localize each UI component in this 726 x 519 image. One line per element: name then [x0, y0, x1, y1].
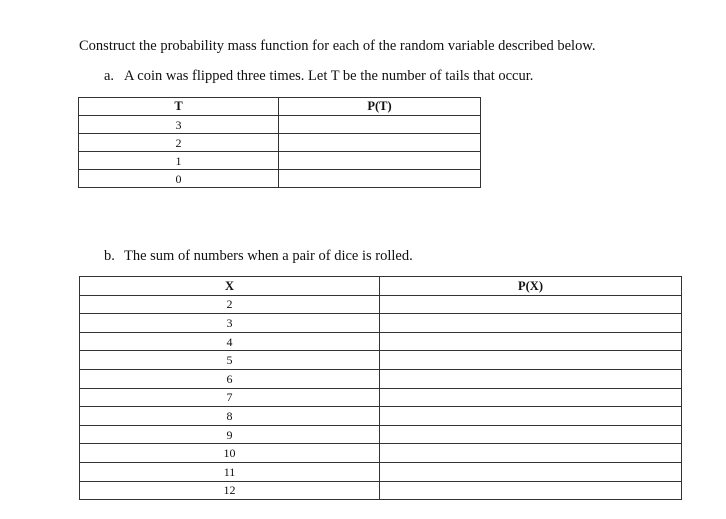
probability-cell[interactable]: [380, 444, 682, 463]
column-header-px: P(X): [380, 277, 682, 296]
table-row: [80, 425, 682, 444]
table-row: [79, 134, 481, 152]
probability-cell[interactable]: [279, 152, 481, 170]
instruction-text: Construct the probability mass function for each of the random variable described below.: [79, 38, 596, 54]
value-cell: 9: [80, 425, 380, 444]
probability-cell[interactable]: [380, 462, 682, 481]
probability-cell[interactable]: [380, 351, 682, 370]
probability-cell[interactable]: [380, 407, 682, 426]
table-row: [80, 295, 682, 314]
question-a: [104, 68, 533, 85]
value-cell: 5: [80, 351, 380, 370]
value-cell: 2: [80, 295, 380, 314]
table-row: [79, 152, 481, 170]
probability-cell[interactable]: [380, 314, 682, 333]
pmf-table-t: [78, 97, 481, 188]
value-cell: 12: [80, 481, 380, 500]
probability-cell[interactable]: [380, 481, 682, 500]
table-row: [80, 481, 682, 500]
column-header-x: X: [80, 277, 380, 296]
table-row: [80, 314, 682, 333]
table-row: [80, 351, 682, 370]
table-row: [80, 407, 682, 426]
table-row: [79, 170, 481, 188]
table-header-row: [80, 277, 682, 296]
question-b-text: The sum of numbers when a pair of dice is rolled.: [124, 248, 413, 264]
probability-cell[interactable]: [279, 170, 481, 188]
probability-cell[interactable]: [380, 388, 682, 407]
probability-cell[interactable]: [279, 134, 481, 152]
value-cell: 3: [79, 116, 279, 134]
value-cell: 11: [80, 462, 380, 481]
probability-cell[interactable]: [380, 295, 682, 314]
value-cell: 6: [80, 369, 380, 388]
table-row: [80, 369, 682, 388]
value-cell: 3: [80, 314, 380, 333]
question-b: [104, 248, 413, 265]
probability-cell[interactable]: [380, 369, 682, 388]
probability-cell[interactable]: [380, 425, 682, 444]
value-cell: 0: [79, 170, 279, 188]
value-cell: 8: [80, 407, 380, 426]
probability-cell[interactable]: [279, 116, 481, 134]
table-row: [80, 462, 682, 481]
value-cell: 7: [80, 388, 380, 407]
probability-cell[interactable]: [380, 332, 682, 351]
table-row: [79, 116, 481, 134]
column-header-t: T: [79, 98, 279, 116]
table-header-row: [79, 98, 481, 116]
question-b-marker: b.: [104, 248, 115, 264]
value-cell: 1: [79, 152, 279, 170]
value-cell: 4: [80, 332, 380, 351]
table-row: [80, 332, 682, 351]
question-a-marker: a.: [104, 68, 115, 84]
value-cell: 10: [80, 444, 380, 463]
value-cell: 2: [79, 134, 279, 152]
question-a-text: A coin was flipped three times. Let T be the number of tails that occur.: [124, 68, 534, 84]
table-row: [80, 444, 682, 463]
pmf-table-x: [79, 276, 682, 500]
column-header-pt: P(T): [279, 98, 481, 116]
table-row: [80, 388, 682, 407]
